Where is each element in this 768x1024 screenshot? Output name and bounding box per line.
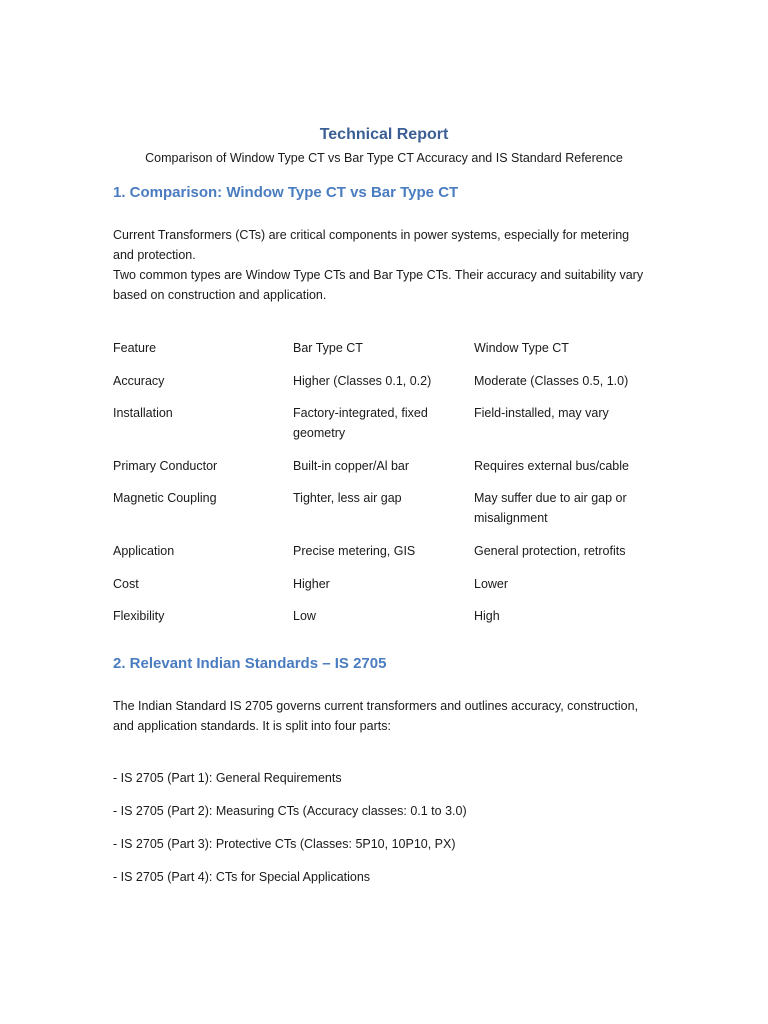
- table-row: [113, 574, 673, 607]
- intro-paragraph-1: Current Transformers (CTs) are critical components in power systems, especially for metering and protection.: [113, 228, 630, 262]
- section-1-intro: [113, 225, 653, 305]
- section-1-heading: 1. Comparison: Window Type CT vs Bar Type CT: [113, 184, 459, 201]
- header-feature: Feature: [113, 341, 157, 355]
- table-cell-window: Field-installed, may vary: [474, 406, 609, 421]
- header-window-type: Window Type CT: [474, 341, 569, 355]
- section-2-intro: The Indian Standard IS 2705 governs current transformers and outlines accuracy, construction, and application standards. It is split into four parts:: [113, 699, 639, 733]
- table-cell-window: May suffer due to air gap or misalignment: [474, 491, 627, 526]
- table-cell-bar: Higher: [293, 576, 330, 591]
- table-row: [113, 403, 673, 456]
- table-row: [113, 371, 673, 404]
- list-item: - IS 2705 (Part 3): Protective CTs (Classes: 5P10, 10P10, PX): [113, 837, 456, 851]
- table-cell-window: Requires external bus/cable: [474, 458, 629, 473]
- report-subtitle: Comparison of Window Type CT vs Bar Type CT Accuracy and IS Standard Reference: [145, 151, 623, 165]
- table-cell-window: Moderate (Classes 0.5, 1.0): [474, 373, 629, 388]
- intro-paragraph-2: Two common types are Window Type CTs and Bar Type CTs. Their accuracy and suitability vary based on construction and application.: [113, 268, 644, 302]
- table-cell-window: General protection, retrofits: [474, 543, 626, 558]
- report-title: Technical Report: [319, 126, 449, 143]
- table-cell-feature: Magnetic Coupling: [113, 491, 217, 506]
- table-cell-feature: Installation: [113, 406, 173, 421]
- table-cell-window: Lower: [474, 576, 509, 591]
- header-bar-type: Bar Type CT: [293, 341, 363, 355]
- table-cell-feature: Cost: [113, 576, 139, 591]
- table-cell-bar: Higher (Classes 0.1, 0.2): [293, 373, 432, 388]
- table-cell-bar: Tighter, less air gap: [293, 491, 402, 506]
- table-cell-bar: Low: [293, 609, 316, 624]
- table-row: [113, 606, 673, 639]
- table-row: [113, 456, 673, 489]
- list-item: - IS 2705 (Part 4): CTs for Special Applications: [113, 870, 371, 884]
- table-cell-bar: Factory-integrated, fixed geometry: [293, 406, 428, 441]
- list-item: - IS 2705 (Part 1): General Requirements: [113, 771, 342, 785]
- table-row: [113, 541, 673, 574]
- comparison-table: [113, 338, 673, 639]
- table-cell-bar: Built-in copper/Al bar: [293, 458, 410, 473]
- list-item: - IS 2705 (Part 2): Measuring CTs (Accuracy classes: 0.1 to 3.0): [113, 804, 467, 818]
- table-header-row: [113, 338, 673, 371]
- table-cell-feature: Accuracy: [113, 373, 165, 388]
- table-cell-feature: Primary Conductor: [113, 458, 218, 473]
- section-2-heading: 2. Relevant Indian Standards – IS 2705: [113, 655, 387, 672]
- table-cell-feature: Flexibility: [113, 609, 165, 624]
- standard-parts-list: [113, 768, 673, 900]
- table-cell-window: High: [474, 609, 500, 624]
- table-cell-feature: Application: [113, 543, 175, 558]
- table-row: [113, 488, 673, 541]
- table-cell-bar: Precise metering, GIS: [293, 543, 416, 558]
